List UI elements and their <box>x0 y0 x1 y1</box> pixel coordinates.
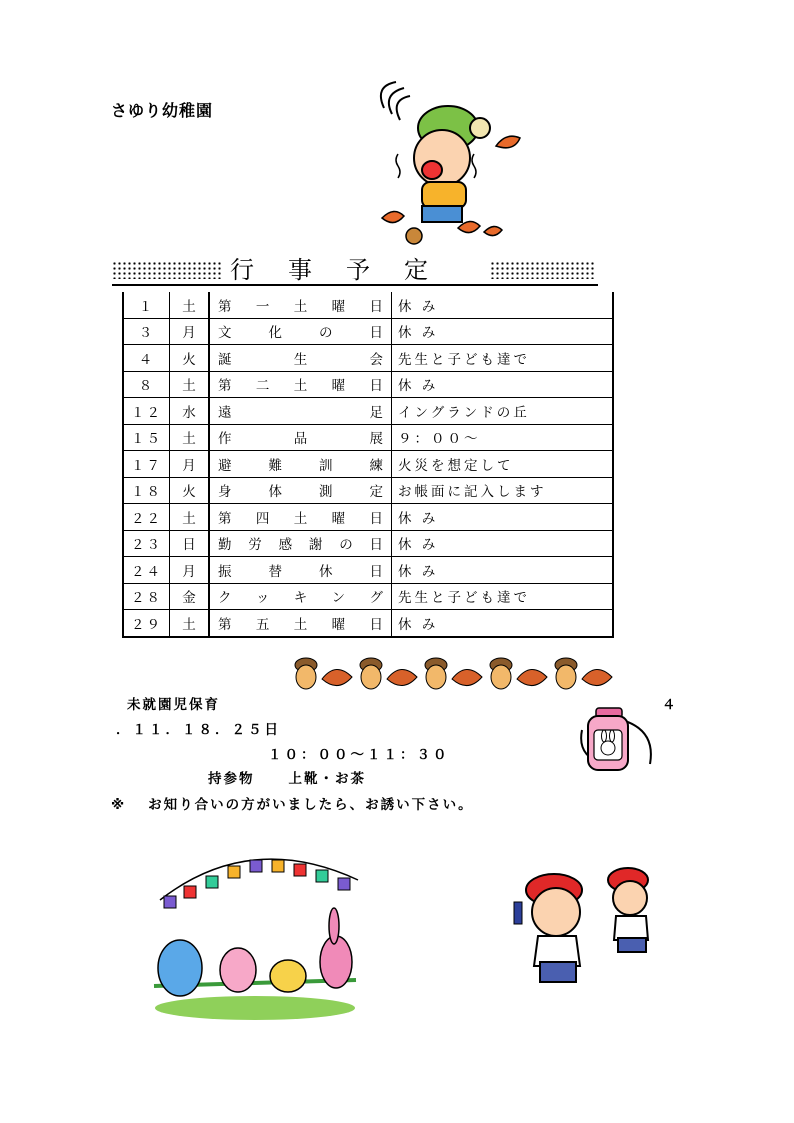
weekday-cell: 土 <box>170 424 210 451</box>
weekday-cell: 火 <box>170 477 210 504</box>
animals-bunting-illustration <box>150 840 365 1022</box>
preschool-title: 未就園児保育 <box>127 697 220 713</box>
weekday-cell: 土 <box>170 292 210 318</box>
day-cell: １７ <box>123 451 170 478</box>
acorn-icon <box>295 658 317 689</box>
preschool-number: ４ <box>662 697 676 713</box>
event-name: 誕 生 会 <box>218 351 383 368</box>
preschool-time: １０：００～１１：３０ <box>268 747 450 763</box>
event-cell <box>209 583 392 610</box>
note-cell: お帳面に記入します <box>392 477 614 504</box>
dot-pattern-right <box>490 261 596 279</box>
event-cell <box>209 477 392 504</box>
schedule-heading <box>112 255 598 285</box>
note-cell: 休 み <box>392 292 614 318</box>
weekday-cell: 月 <box>170 318 210 345</box>
heading-underline <box>112 284 598 286</box>
water-bottle-illustration <box>574 700 660 776</box>
note-cell: 休 み <box>392 557 614 584</box>
note-cell: 休 み <box>392 530 614 557</box>
weekday-cell: 金 <box>170 583 210 610</box>
note-cell: 休 み <box>392 610 614 637</box>
event-cell <box>209 345 392 372</box>
bring-items-line <box>208 767 366 787</box>
event-name: 遠 足 <box>218 404 383 421</box>
weekday-cell: 土 <box>170 504 210 531</box>
day-cell: ２２ <box>123 504 170 531</box>
event-name: 文 化 の 日 <box>218 325 383 342</box>
weekday-cell: 水 <box>170 398 210 425</box>
table-row <box>123 292 613 318</box>
event-cell <box>209 318 392 345</box>
weekday-cell: 火 <box>170 345 210 372</box>
event-name: 避 難 訓 練 <box>218 457 383 474</box>
table-row <box>123 477 613 504</box>
event-name: 身 体 測 定 <box>218 484 383 501</box>
event-cell <box>209 530 392 557</box>
event-cell <box>209 557 392 584</box>
note-cell: 先生と子ども達で <box>392 583 614 610</box>
day-cell: ２４ <box>123 557 170 584</box>
table-row <box>123 504 613 531</box>
event-name: 第 二 土 曜 日 <box>218 378 383 395</box>
schedule-title: 行事予定 <box>230 256 462 284</box>
note-mark: ※ <box>111 797 127 813</box>
bring-items: 上靴・お茶 <box>288 771 366 787</box>
table-row <box>123 530 613 557</box>
running-children-illustration <box>510 866 660 1006</box>
boy-autumn-illustration <box>370 78 530 248</box>
event-cell <box>209 451 392 478</box>
note-cell: 火災を想定して <box>392 451 614 478</box>
table-row <box>123 345 613 372</box>
event-cell <box>209 610 392 637</box>
day-cell: １８ <box>123 477 170 504</box>
table-row <box>123 451 613 478</box>
table-row <box>123 371 613 398</box>
day-cell: １２ <box>123 398 170 425</box>
weekday-cell: 土 <box>170 371 210 398</box>
dot-pattern-left <box>112 261 222 279</box>
acorn-icon <box>360 658 382 689</box>
note-cell: 休 み <box>392 504 614 531</box>
event-name: 第 五 土 曜 日 <box>218 616 383 633</box>
event-name: 勤 労 感 謝 の 日 <box>218 537 383 554</box>
bring-label: 持参物 <box>208 771 255 787</box>
day-cell: ２８ <box>123 583 170 610</box>
weekday-cell: 月 <box>170 451 210 478</box>
event-name: ク ッ キ ン グ <box>218 590 383 607</box>
day-cell: ２３ <box>123 530 170 557</box>
event-cell <box>209 424 392 451</box>
table-row <box>123 424 613 451</box>
event-name: 作 品 展 <box>218 431 383 448</box>
invitation-note <box>111 793 474 813</box>
school-name: さゆり幼稚園 <box>111 101 214 120</box>
day-cell: ４ <box>123 345 170 372</box>
event-name: 第 四 土 曜 日 <box>218 510 383 527</box>
leaf-icon <box>322 669 352 685</box>
acorn-icon <box>425 658 447 689</box>
event-name: 振 替 休 日 <box>218 563 383 580</box>
table-row <box>123 610 613 637</box>
leaf-icon <box>582 669 612 685</box>
acorn-leaf-border <box>292 653 622 695</box>
note-cell: イングランドの丘 <box>392 398 614 425</box>
acorn-icon <box>555 658 577 689</box>
acorn-icon <box>490 658 512 689</box>
table-row <box>123 398 613 425</box>
day-cell: ３ <box>123 318 170 345</box>
event-cell <box>209 504 392 531</box>
note-cell: 休 み <box>392 318 614 345</box>
event-cell <box>209 371 392 398</box>
day-cell: ８ <box>123 371 170 398</box>
schedule-table <box>122 292 614 638</box>
note-cell: 休 み <box>392 371 614 398</box>
event-name: 第 一 土 曜 日 <box>218 298 383 315</box>
table-row <box>123 583 613 610</box>
day-cell: １ <box>123 292 170 318</box>
preschool-dates: ．１１．１８．２５日 <box>116 722 281 738</box>
event-cell <box>209 398 392 425</box>
weekday-cell: 月 <box>170 557 210 584</box>
note-text: お知り合いの方がいましたら、お誘い下さい。 <box>148 797 474 813</box>
leaf-icon <box>387 669 417 685</box>
weekday-cell: 土 <box>170 610 210 637</box>
table-row <box>123 557 613 584</box>
note-cell: 先生と子ども達で <box>392 345 614 372</box>
event-cell <box>209 292 392 318</box>
table-row <box>123 318 613 345</box>
weekday-cell: 日 <box>170 530 210 557</box>
day-cell: １５ <box>123 424 170 451</box>
leaf-icon <box>517 669 547 685</box>
day-cell: ２９ <box>123 610 170 637</box>
leaf-icon <box>452 669 482 685</box>
note-cell: ９：００～ <box>392 424 614 451</box>
